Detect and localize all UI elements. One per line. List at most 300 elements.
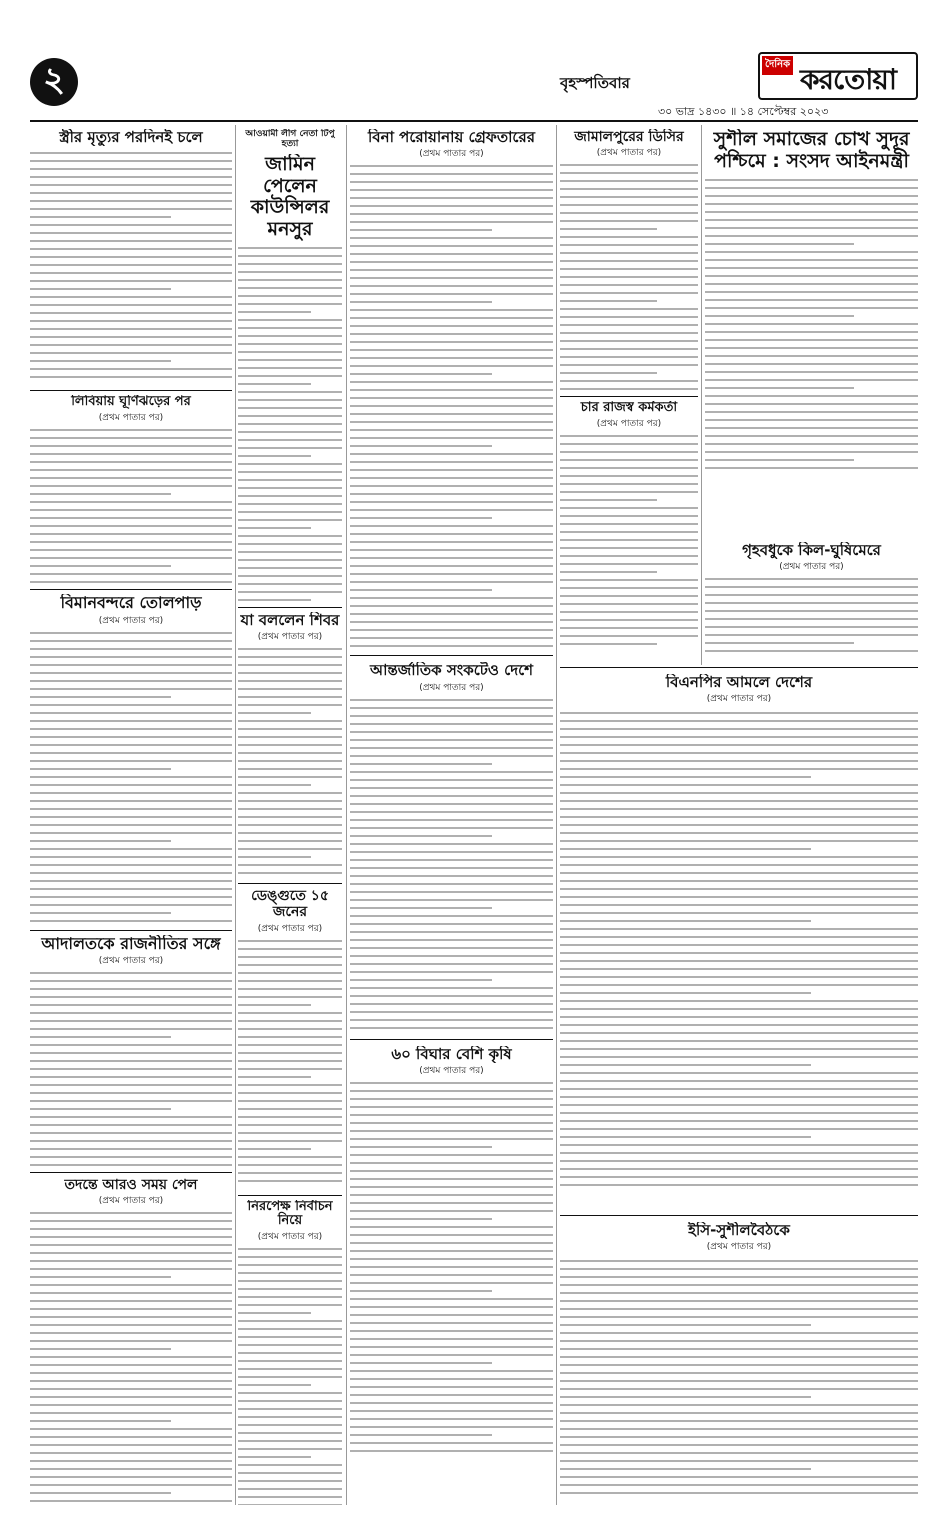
text-line bbox=[30, 1468, 232, 1470]
text-line bbox=[705, 435, 918, 437]
text-line bbox=[30, 768, 171, 770]
text-line bbox=[238, 1440, 342, 1442]
text-line bbox=[560, 808, 918, 810]
text-line bbox=[705, 459, 854, 461]
story-8-headline: ডেঙ্গুতে ১৫ জনের bbox=[251, 888, 329, 921]
text-line bbox=[350, 963, 553, 965]
story-5-headline: তদন্তে আরও সময় পেল bbox=[64, 1176, 198, 1193]
text-line bbox=[350, 1202, 553, 1204]
text-line bbox=[560, 968, 918, 970]
logo-name: করতোয়া bbox=[800, 63, 896, 96]
text-line bbox=[238, 447, 342, 449]
text-line bbox=[238, 664, 342, 666]
text-line bbox=[238, 431, 342, 433]
text-line bbox=[705, 594, 918, 596]
text-line bbox=[238, 704, 342, 706]
text-line bbox=[705, 411, 918, 413]
text-line bbox=[560, 712, 918, 714]
text-line bbox=[705, 578, 918, 580]
text-line bbox=[350, 1019, 553, 1021]
text-line bbox=[238, 255, 342, 257]
text-line bbox=[238, 1256, 342, 1258]
text-line bbox=[560, 984, 918, 986]
text-line bbox=[350, 1090, 553, 1092]
text-line bbox=[705, 642, 854, 644]
text-line bbox=[238, 1084, 342, 1086]
text-line bbox=[30, 648, 232, 650]
text-line bbox=[350, 461, 553, 463]
story-12-body bbox=[350, 1082, 553, 1462]
text-line bbox=[350, 413, 553, 415]
text-line bbox=[560, 1072, 918, 1074]
text-line bbox=[238, 1424, 342, 1426]
text-line bbox=[30, 728, 232, 730]
text-line bbox=[30, 1148, 232, 1150]
text-line bbox=[238, 808, 342, 810]
text-line bbox=[560, 523, 698, 525]
divider bbox=[560, 396, 698, 397]
text-line bbox=[350, 261, 553, 263]
text-line bbox=[705, 315, 854, 317]
text-line bbox=[560, 1284, 918, 1286]
text-line bbox=[30, 541, 232, 543]
text-line bbox=[350, 843, 553, 845]
text-line bbox=[705, 371, 918, 373]
text-line bbox=[350, 1027, 553, 1029]
text-line bbox=[238, 1472, 342, 1474]
text-line bbox=[238, 776, 342, 778]
text-line bbox=[560, 1340, 918, 1342]
text-line bbox=[350, 285, 553, 287]
text-line bbox=[30, 832, 232, 834]
text-line bbox=[238, 567, 342, 569]
text-line bbox=[350, 723, 553, 725]
text-line bbox=[350, 755, 553, 757]
masthead-rule bbox=[30, 120, 918, 122]
text-line bbox=[350, 787, 553, 789]
story-16-jump: (প্রথম পাতার পর) bbox=[779, 562, 844, 573]
text-line bbox=[705, 227, 918, 229]
text-line bbox=[560, 1436, 918, 1438]
text-line bbox=[30, 1164, 232, 1166]
text-line bbox=[560, 364, 698, 366]
text-line bbox=[238, 1344, 342, 1346]
text-line bbox=[238, 864, 342, 866]
text-line bbox=[30, 1340, 232, 1342]
text-line bbox=[350, 1106, 553, 1108]
text-line bbox=[350, 1402, 553, 1404]
text-line bbox=[30, 1028, 232, 1030]
text-line bbox=[238, 832, 342, 834]
text-line bbox=[30, 888, 232, 890]
text-line bbox=[560, 1372, 918, 1374]
text-line bbox=[350, 1418, 553, 1420]
text-line bbox=[350, 891, 553, 893]
text-line bbox=[560, 1040, 918, 1042]
text-line bbox=[560, 324, 698, 326]
page-number: ২ bbox=[30, 58, 78, 106]
text-line bbox=[705, 626, 918, 628]
text-line bbox=[30, 272, 232, 274]
text-line bbox=[350, 1258, 553, 1260]
text-line bbox=[560, 1024, 918, 1026]
text-line bbox=[30, 336, 232, 338]
text-line bbox=[560, 1168, 918, 1170]
text-line bbox=[238, 1036, 342, 1038]
text-line bbox=[30, 904, 232, 906]
text-line bbox=[350, 1170, 553, 1172]
text-line bbox=[560, 864, 918, 866]
text-line bbox=[350, 1154, 553, 1156]
text-line bbox=[238, 279, 342, 281]
text-line bbox=[560, 1032, 918, 1034]
text-line bbox=[350, 1410, 553, 1412]
text-line bbox=[560, 308, 698, 310]
text-line bbox=[560, 976, 918, 978]
text-line bbox=[350, 1226, 553, 1228]
text-line bbox=[560, 619, 698, 621]
text-line bbox=[30, 856, 232, 858]
text-line bbox=[560, 1128, 918, 1130]
text-line bbox=[560, 467, 698, 469]
text-line bbox=[350, 1314, 553, 1316]
text-line bbox=[350, 883, 553, 885]
story-5-body bbox=[30, 1212, 232, 1505]
text-line bbox=[30, 720, 232, 722]
text-line bbox=[560, 611, 698, 613]
text-line bbox=[560, 459, 698, 461]
text-line bbox=[350, 565, 553, 567]
text-line bbox=[705, 634, 918, 636]
text-line bbox=[350, 899, 553, 901]
text-line bbox=[350, 931, 553, 933]
text-line bbox=[350, 803, 553, 805]
text-line bbox=[30, 1268, 232, 1270]
text-line bbox=[350, 1122, 553, 1124]
text-line bbox=[30, 760, 232, 762]
text-line bbox=[30, 848, 232, 850]
text-line bbox=[30, 1020, 232, 1022]
text-line bbox=[705, 283, 918, 285]
text-line bbox=[238, 1052, 342, 1054]
text-line bbox=[560, 1152, 918, 1154]
text-line bbox=[238, 1264, 342, 1266]
text-line bbox=[705, 331, 918, 333]
text-line bbox=[560, 1412, 918, 1414]
text-line bbox=[560, 872, 918, 874]
text-line bbox=[238, 1248, 342, 1250]
text-line bbox=[560, 840, 918, 842]
text-line bbox=[350, 549, 553, 551]
text-line bbox=[560, 1184, 918, 1186]
text-line bbox=[30, 816, 232, 818]
text-line bbox=[238, 295, 342, 297]
text-line bbox=[560, 1048, 918, 1050]
text-line bbox=[350, 421, 553, 423]
text-line bbox=[560, 952, 918, 954]
text-line bbox=[560, 1056, 918, 1058]
text-line bbox=[30, 176, 232, 178]
text-line bbox=[30, 328, 232, 330]
text-line bbox=[560, 244, 698, 246]
text-line bbox=[350, 509, 553, 511]
lead-story bbox=[705, 125, 918, 535]
text-line bbox=[560, 356, 698, 358]
text-line bbox=[705, 203, 918, 205]
text-line bbox=[30, 216, 171, 218]
text-line bbox=[350, 1378, 553, 1380]
text-line bbox=[350, 405, 553, 407]
text-line bbox=[350, 573, 553, 575]
story-4-headline: আদালতকে রাজনীতির সঙ্গে bbox=[41, 934, 221, 953]
text-line bbox=[560, 635, 698, 637]
text-line bbox=[350, 1146, 492, 1148]
text-line bbox=[238, 816, 342, 818]
text-line bbox=[560, 1000, 918, 1002]
text-line bbox=[30, 1300, 232, 1302]
text-line bbox=[350, 851, 553, 853]
text-line bbox=[560, 1324, 811, 1326]
text-line bbox=[238, 1456, 311, 1458]
text-line bbox=[560, 960, 918, 962]
story-7-jump: (প্রথম পাতার পর) bbox=[257, 632, 323, 643]
text-line bbox=[705, 259, 918, 261]
text-line bbox=[30, 320, 232, 322]
text-line bbox=[30, 792, 232, 794]
text-line bbox=[238, 479, 342, 481]
text-line bbox=[30, 437, 232, 439]
text-line bbox=[30, 224, 232, 226]
text-line bbox=[560, 1316, 918, 1318]
text-line bbox=[350, 1338, 553, 1340]
text-line bbox=[560, 1332, 918, 1334]
text-line bbox=[30, 808, 232, 810]
day-name: বৃহস্পতিবার bbox=[560, 74, 630, 92]
text-line bbox=[560, 1420, 918, 1422]
text-line bbox=[560, 1268, 918, 1270]
text-line bbox=[560, 348, 698, 350]
text-line bbox=[705, 602, 918, 604]
text-line bbox=[350, 277, 553, 279]
story-3-headline: বিমানবন্দরে তোলপাড় bbox=[60, 594, 202, 613]
text-line bbox=[350, 1178, 553, 1180]
text-line bbox=[30, 549, 232, 551]
text-line bbox=[30, 1452, 232, 1454]
story-17-jump: (প্রথম পাতার পর) bbox=[706, 694, 772, 705]
text-line bbox=[560, 300, 657, 302]
text-line bbox=[238, 1108, 342, 1110]
text-line bbox=[560, 816, 918, 818]
text-line bbox=[705, 187, 918, 189]
text-line bbox=[30, 972, 232, 974]
text-line bbox=[350, 939, 553, 941]
text-line bbox=[238, 1100, 342, 1102]
text-line bbox=[238, 1496, 342, 1498]
text-line bbox=[30, 344, 232, 346]
text-line bbox=[350, 173, 553, 175]
divider bbox=[30, 589, 232, 590]
story-2-jump: (প্রথম পাতার পর) bbox=[98, 413, 164, 424]
divider bbox=[238, 883, 342, 884]
text-line bbox=[30, 880, 232, 882]
story-6-body bbox=[238, 247, 342, 607]
text-line bbox=[238, 375, 342, 377]
text-line bbox=[238, 872, 342, 874]
text-line bbox=[30, 696, 171, 698]
text-line bbox=[705, 275, 918, 277]
text-line bbox=[238, 327, 342, 329]
text-line bbox=[560, 1016, 918, 1018]
text-line bbox=[560, 824, 918, 826]
text-line bbox=[350, 373, 492, 375]
text-line bbox=[238, 383, 311, 385]
text-line bbox=[350, 1306, 553, 1308]
text-line bbox=[238, 728, 342, 730]
text-line bbox=[30, 1388, 232, 1390]
text-line bbox=[30, 264, 232, 266]
text-line bbox=[238, 840, 342, 842]
text-line bbox=[30, 453, 232, 455]
text-line bbox=[30, 1124, 232, 1126]
text-line bbox=[30, 1244, 232, 1246]
text-line bbox=[705, 427, 918, 429]
text-line bbox=[350, 541, 553, 543]
text-line bbox=[30, 1476, 232, 1478]
text-line bbox=[350, 445, 492, 447]
text-line bbox=[350, 429, 553, 431]
text-line bbox=[350, 819, 553, 821]
text-line bbox=[350, 867, 553, 869]
text-line bbox=[560, 1176, 918, 1178]
text-line bbox=[238, 1004, 311, 1006]
text-line bbox=[560, 372, 657, 374]
text-line bbox=[560, 1096, 918, 1098]
text-line bbox=[30, 1492, 171, 1494]
text-line bbox=[560, 760, 918, 762]
text-line bbox=[30, 1260, 232, 1262]
text-line bbox=[238, 263, 342, 265]
text-line bbox=[350, 1354, 553, 1356]
text-line bbox=[560, 1120, 918, 1122]
text-line bbox=[238, 359, 342, 361]
text-line bbox=[350, 317, 553, 319]
text-line bbox=[238, 672, 342, 674]
text-line bbox=[238, 948, 342, 950]
story-15-body bbox=[705, 179, 918, 479]
story-18-body bbox=[560, 1260, 918, 1500]
text-line bbox=[560, 547, 698, 549]
story-17-headline: বিএনপির আমলে দেশের bbox=[665, 674, 813, 691]
text-line bbox=[350, 357, 553, 359]
text-line bbox=[30, 312, 232, 314]
story-13-body bbox=[560, 164, 698, 396]
text-line bbox=[30, 248, 232, 250]
text-line bbox=[350, 621, 553, 623]
column-rule bbox=[346, 125, 347, 1505]
text-line bbox=[238, 648, 342, 650]
text-line bbox=[350, 1426, 553, 1428]
text-line bbox=[30, 533, 232, 535]
text-line bbox=[560, 1292, 918, 1294]
text-line bbox=[560, 228, 657, 230]
text-line bbox=[560, 1364, 918, 1366]
text-line bbox=[350, 301, 492, 303]
text-line bbox=[30, 1068, 232, 1070]
text-line bbox=[30, 688, 232, 690]
text-line bbox=[238, 856, 311, 858]
text-line bbox=[350, 469, 553, 471]
story-7-headline: যা বললেন শিবর bbox=[240, 612, 340, 630]
text-line bbox=[350, 237, 553, 239]
text-line bbox=[350, 205, 553, 207]
text-line bbox=[350, 779, 553, 781]
text-line bbox=[560, 172, 698, 174]
text-line bbox=[30, 368, 232, 370]
text-line bbox=[350, 747, 553, 749]
text-line bbox=[560, 204, 698, 206]
logo-tag: দৈনিক bbox=[762, 56, 793, 75]
text-line bbox=[350, 987, 553, 989]
story-18-jump: (প্রথম পাতার পর) bbox=[706, 1242, 772, 1253]
text-line bbox=[30, 1012, 232, 1014]
text-line bbox=[30, 1348, 171, 1350]
text-line bbox=[560, 332, 698, 334]
text-line bbox=[560, 292, 698, 294]
text-line bbox=[30, 509, 232, 511]
text-line bbox=[238, 423, 342, 425]
text-line bbox=[560, 1460, 918, 1462]
text-line bbox=[30, 1100, 232, 1102]
text-line bbox=[350, 213, 553, 215]
text-line bbox=[560, 1388, 918, 1390]
text-line bbox=[30, 912, 171, 914]
text-line bbox=[238, 1304, 342, 1306]
text-line bbox=[705, 443, 918, 445]
text-line bbox=[560, 587, 698, 589]
text-line bbox=[350, 597, 553, 599]
text-line bbox=[350, 605, 553, 607]
text-line bbox=[350, 309, 553, 311]
text-line bbox=[350, 739, 553, 741]
text-line bbox=[560, 531, 698, 533]
text-line bbox=[350, 1098, 553, 1100]
text-line bbox=[705, 355, 918, 357]
text-line bbox=[238, 1392, 342, 1394]
text-line bbox=[560, 196, 698, 198]
text-line bbox=[705, 307, 918, 309]
text-line bbox=[30, 485, 232, 487]
text-line bbox=[238, 752, 342, 754]
text-line bbox=[238, 1116, 342, 1118]
text-line bbox=[560, 236, 698, 238]
text-line bbox=[238, 1132, 342, 1134]
text-line bbox=[350, 955, 553, 957]
text-line bbox=[350, 181, 553, 183]
text-line bbox=[30, 280, 232, 282]
text-line bbox=[238, 848, 342, 850]
text-line bbox=[560, 1104, 918, 1106]
text-line bbox=[30, 1044, 232, 1046]
text-line bbox=[560, 1428, 918, 1430]
text-line bbox=[350, 525, 553, 527]
text-line bbox=[350, 453, 553, 455]
text-line bbox=[30, 1324, 232, 1326]
story-16 bbox=[705, 538, 918, 663]
text-line bbox=[705, 347, 918, 349]
text-line bbox=[238, 768, 342, 770]
text-line bbox=[705, 379, 918, 381]
text-line bbox=[238, 940, 342, 942]
